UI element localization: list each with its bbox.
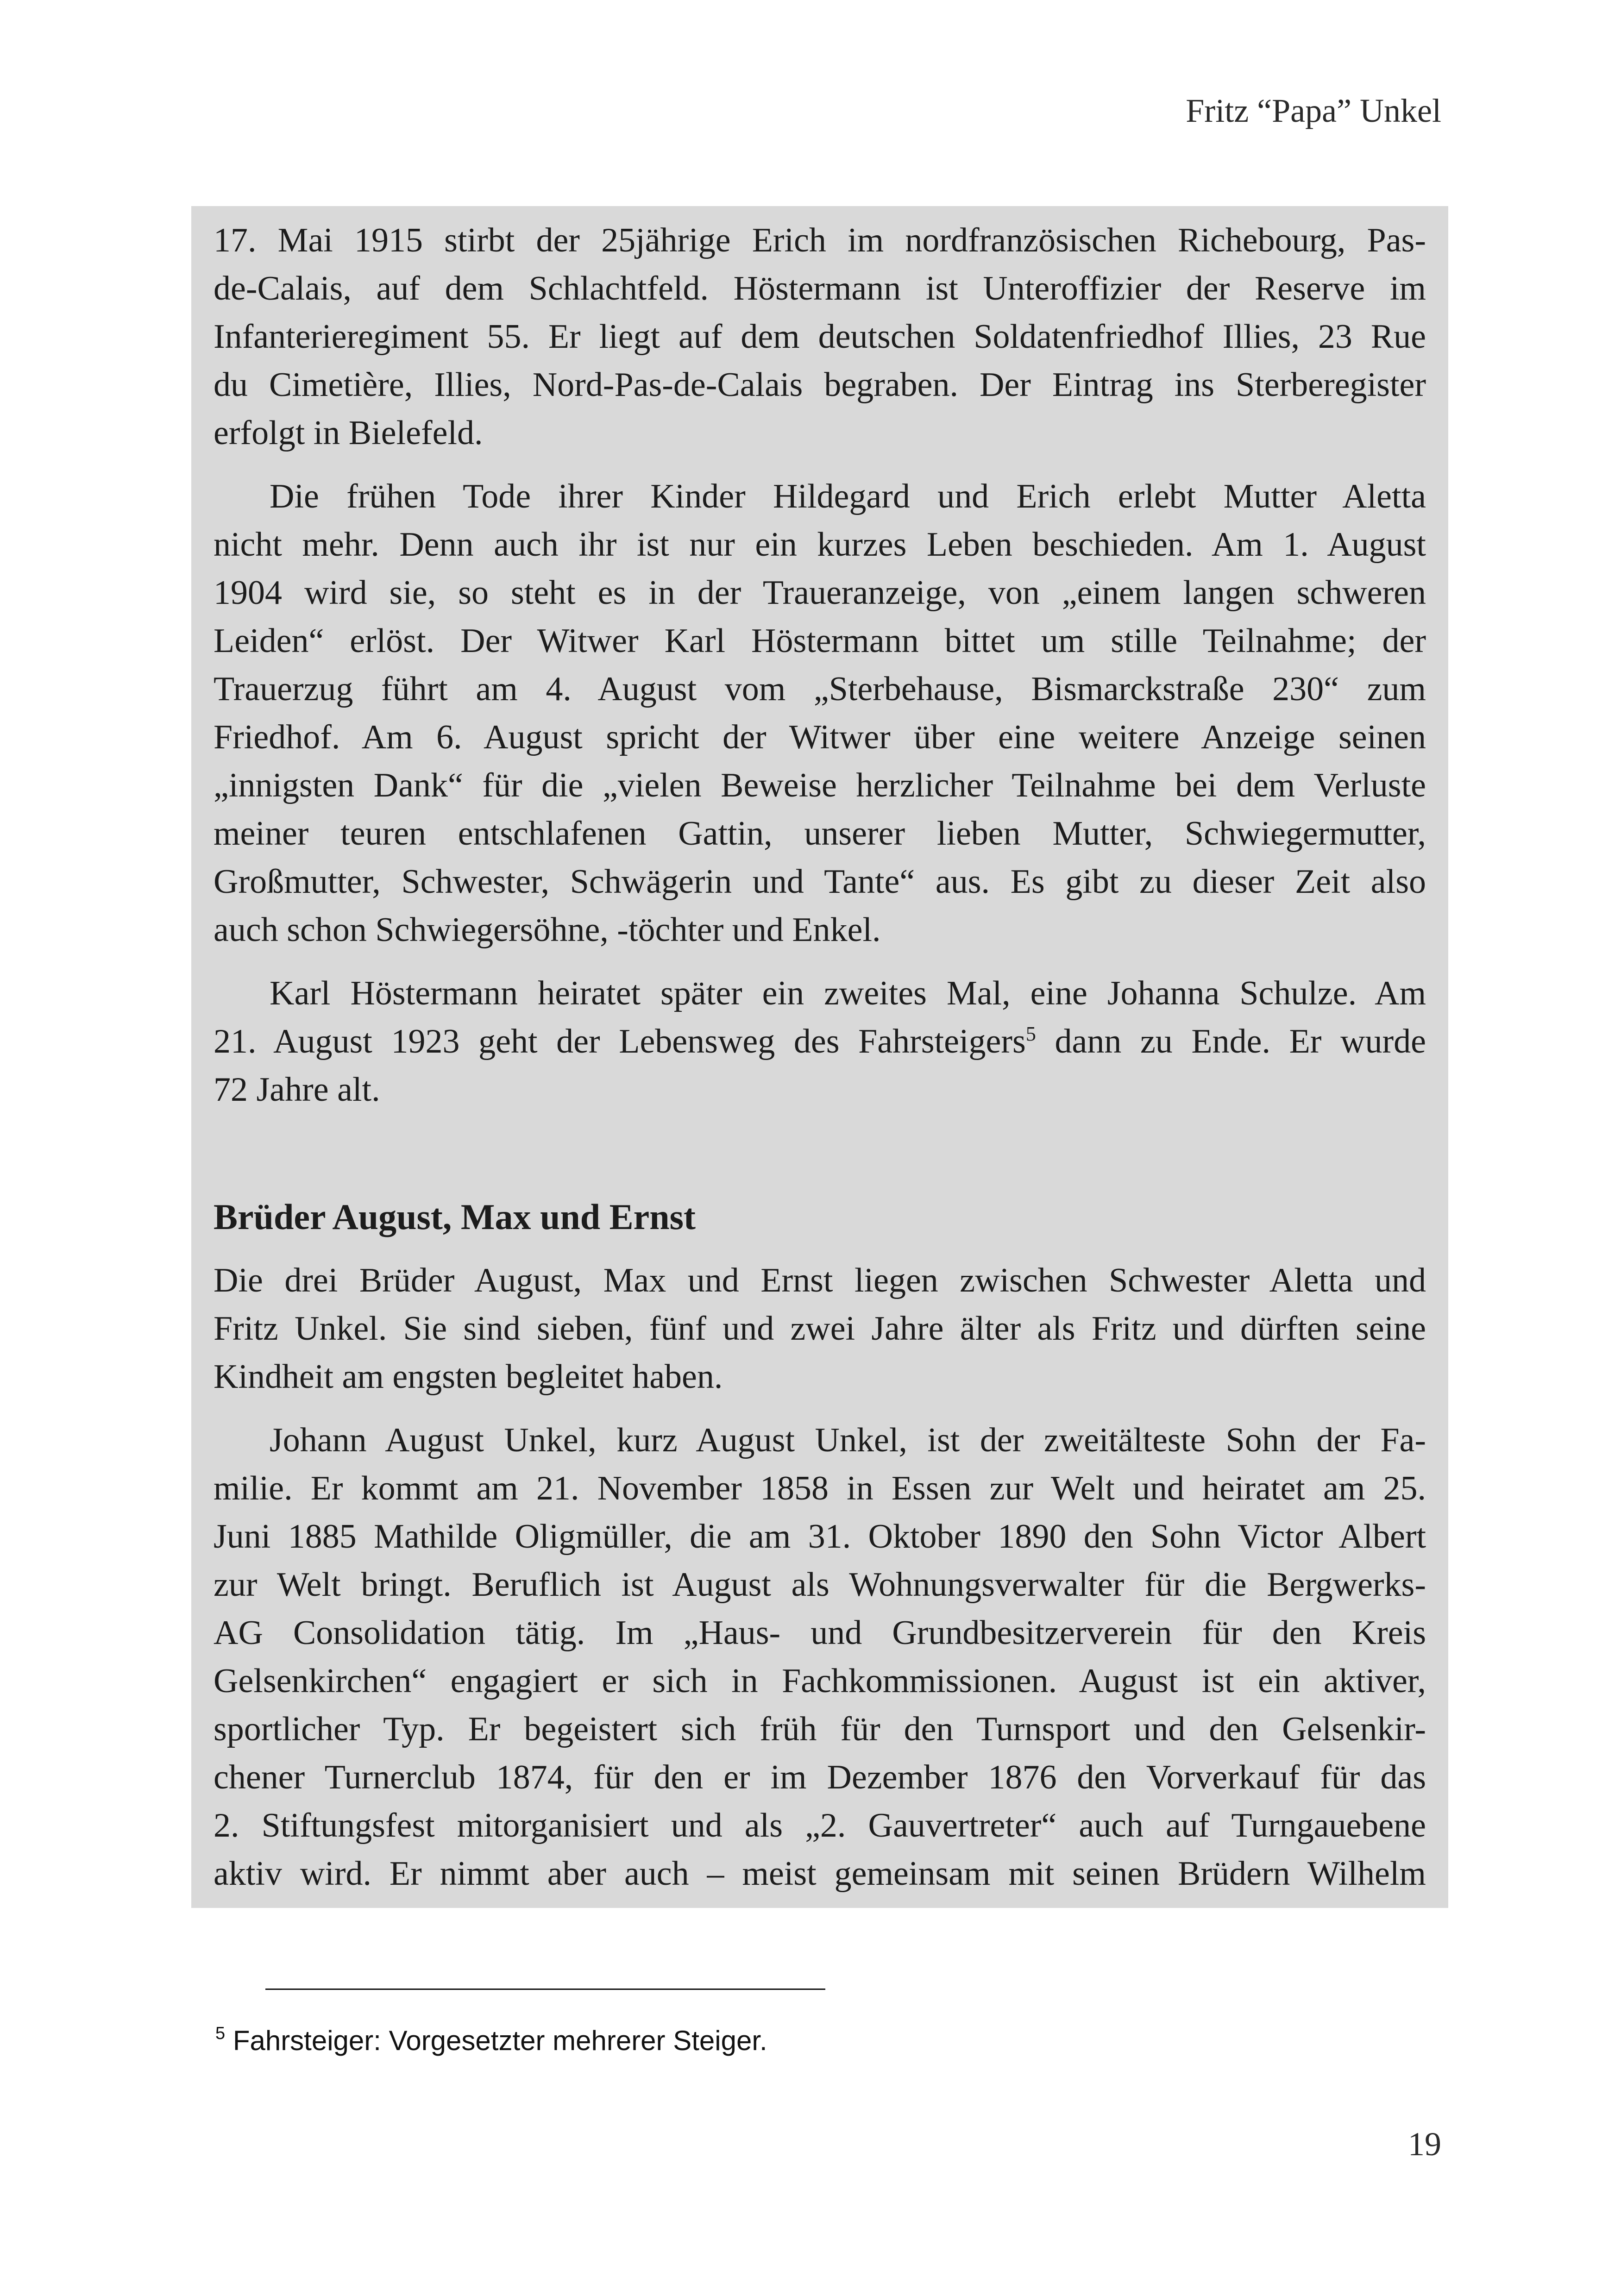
highlighted-text-box <box>191 206 1448 1908</box>
text-line: 2. Stiftungsfest mitorganisiert und als „2. Gauvertreter“ auch auf Turngauebene <box>214 1807 1426 1844</box>
text-line: erfolgt in Bielefeld. <box>214 414 483 452</box>
text-line: Trauerzug führt am 4. August vom „Sterbehause, Bismarckstraße 230“ zum <box>214 670 1426 708</box>
text-line: 17. Mai 1915 stirbt der 25jährige Erich im nordfranzösischen Richebourg, Pas- <box>214 221 1426 259</box>
paragraph <box>214 216 1426 457</box>
text-line: auch schon Schwiegersöhne, -töchter und Enkel. <box>214 911 881 949</box>
footnote-text: Fahrsteiger: Vorgesetzter mehrerer Steiger. <box>232 2025 767 2056</box>
text-line: AG Consolidation tätig. Im „Haus- und Grundbesitzerverein für den Kreis <box>214 1614 1426 1652</box>
text-line: Kindheit am engsten begleitet haben. <box>214 1358 723 1396</box>
text-line: Infanterieregiment 55. Er liegt auf dem deutschen Soldatenfriedhof Illies, 23 Rue <box>214 318 1426 356</box>
text-line: nicht mehr. Denn auch ihr ist nur ein kurzes Leben beschieden. Am 1. August <box>214 526 1426 564</box>
footnote-number: 5 <box>215 2024 226 2043</box>
text-line: Juni 1885 Mathilde Oligmüller, die am 31. Oktober 1890 den Sohn Victor Albert <box>214 1518 1426 1556</box>
footnote-separator <box>265 1989 825 1990</box>
text-line: Fritz Unkel. Sie sind sieben, fünf und zwei Jahre älter als Fritz und dürften seine <box>214 1310 1426 1348</box>
text-line: milie. Er kommt am 21. November 1858 in Essen zur Welt und heiratet am 25. <box>214 1469 1426 1507</box>
paragraph <box>214 1256 1426 1401</box>
text-line: Die frühen Tode ihrer Kinder Hildegard und Erich erlebt Mutter Aletta <box>270 477 1426 515</box>
text-line: „innigsten Dank“ für die „vielen Beweise herzlicher Teilnahme bei dem Verluste <box>214 766 1426 804</box>
text-line: sportlicher Typ. Er begeistert sich früh für den Turnsport und den Gelsenkir- <box>214 1710 1426 1748</box>
text-line: de-Calais, auf dem Schlachtfeld. Höstermann ist Unteroffizier der Reserve im <box>214 270 1426 307</box>
text-line: 1904 wird sie, so steht es in der Traueranzeige, von „einem langen schweren <box>214 574 1426 612</box>
text-line <box>214 1017 1426 1066</box>
text-line: Leiden“ erlöst. Der Witwer Karl Höstermann bittet um stille Teilnahme; der <box>214 622 1426 660</box>
text-line: Die drei Brüder August, Max und Ernst liegen zwischen Schwester Aletta und <box>214 1261 1426 1299</box>
text-line: meiner teuren entschlafenen Gattin, unserer lieben Mutter, Schwiegermutter, <box>214 815 1426 853</box>
paragraph <box>214 1416 1426 1898</box>
text-line: Johann August Unkel, kurz August Unkel, ist der zweitälteste Sohn der Fa- <box>270 1421 1426 1459</box>
text-segment: dann zu Ende. Er wurde <box>1055 1023 1426 1060</box>
text-line: du Cimetière, Illies, Nord-Pas-de-Calais begraben. Der Eintrag ins Sterberegister <box>214 366 1426 404</box>
footnote <box>215 2022 767 2059</box>
text-line: Gelsenkirchen“ engagiert er sich in Fachkommissionen. August ist ein aktiver, <box>214 1662 1426 1700</box>
page-number: 19 <box>1408 2126 1441 2163</box>
running-head: Fritz “Papa” Unkel <box>1186 92 1441 129</box>
section-heading: Brüder August, Max und Ernst <box>214 1197 696 1237</box>
paragraph <box>214 472 1426 954</box>
footnote-reference: 5 <box>1025 1023 1036 1045</box>
text-line: chener Turnerclub 1874, für den er im Dezember 1876 den Vorverkauf für das <box>214 1758 1426 1796</box>
text-line: Friedhof. Am 6. August spricht der Witwer über eine weitere Anzeige seinen <box>214 718 1426 756</box>
text-line: Großmutter, Schwester, Schwägerin und Tante“ aus. Es gibt zu dieser Zeit also <box>214 863 1426 901</box>
text-segment: 21. August 1923 geht der Lebensweg des Fahrsteigers <box>214 1023 1026 1060</box>
paragraph <box>214 969 1426 1114</box>
text-line: aktiv wird. Er nimmt aber auch – meist gemeinsam mit seinen Brüdern Wilhelm <box>214 1855 1426 1893</box>
text-line: zur Welt bringt. Beruflich ist August als Wohnungsverwalter für die Bergwerks- <box>214 1566 1426 1604</box>
text-line: 72 Jahre alt. <box>214 1071 380 1109</box>
text-line: Karl Höstermann heiratet später ein zweites Mal, eine Johanna Schulze. Am <box>270 974 1426 1012</box>
